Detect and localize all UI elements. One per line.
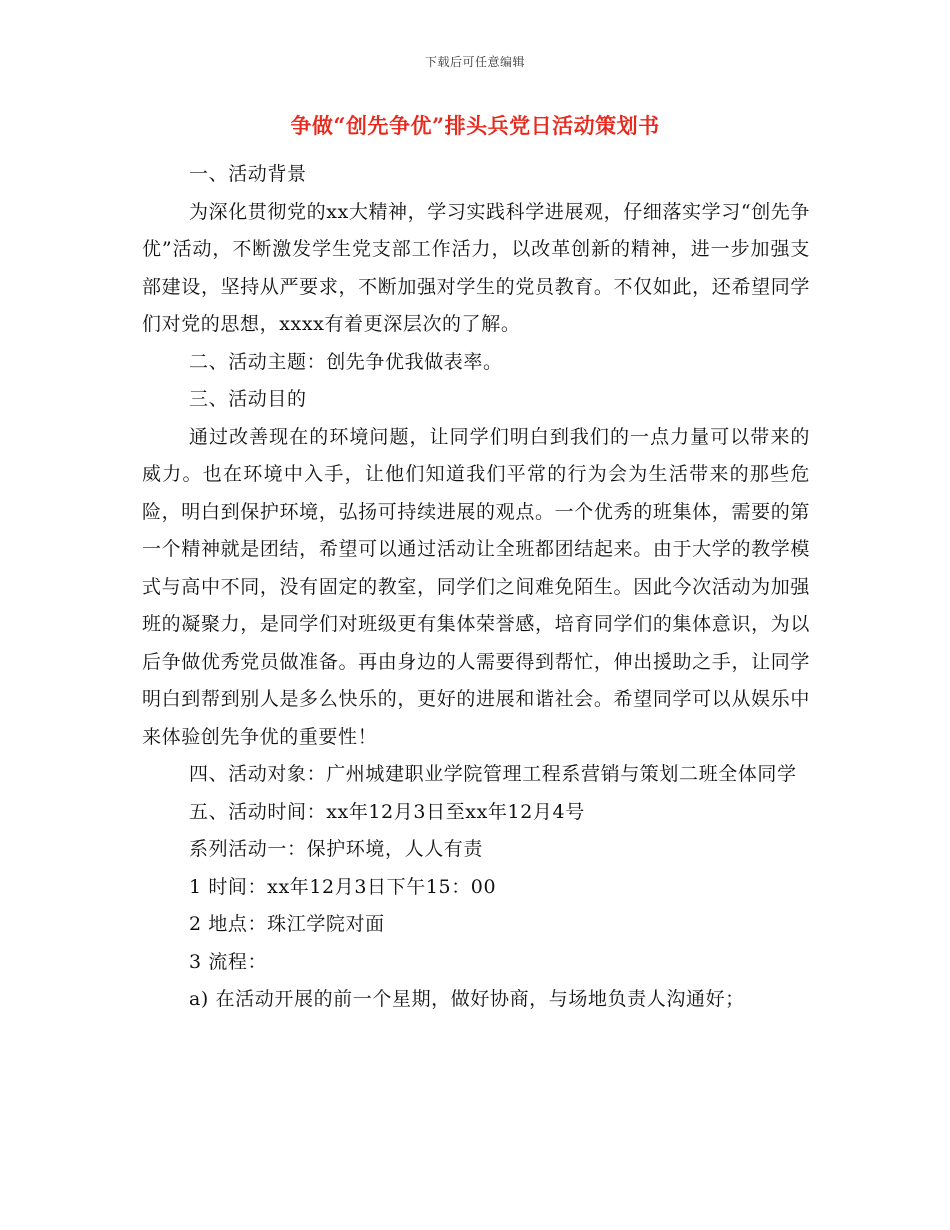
activity-process-heading: 3 流程： [189,950,268,973]
paragraph-background: 为深化贯彻党的xx大精神，学习实践科学进展观，仔细落实学习“创先争优”活动，不断激发学生党支部工作活力，以改革创新的精神，进一步加强支部建设，坚持从严要求，不断加强对学生的党员教育。不仅如此，还希望同学们对党的思想，xxxx有着更深层次的了解。 [142,200,810,335]
section-heading-audience: 四、活动对象：广州城建职业学院管理工程系营销与策划二班全体同学 [189,763,797,785]
series-activity-one-title: 系列活动一：保护环境，人人有责 [189,838,484,860]
section-heading-background: 一、活动背景 [189,163,307,185]
section-heading-purpose: 三、活动目的 [189,388,307,410]
section-heading-theme: 二、活动主题：创先争优我做表率。 [189,350,503,373]
activity-time: 1 时间：xx年12月3日下午15：00 [189,875,497,898]
paragraph-purpose: 通过改善现在的环境问题，让同学们明白到我们的一点力量可以带来的威力。也在环境中入手，让他们知道我们平常的行为会为生活带来的那些危险，明白到保护环境，弘扬可持续进展的观点。一个优秀的班集体，需要的第一个精神就是团结，希望可以通过活动让全班都团结起来。由于大学的教学模式与高中不同，没有固定的教室，同学们之间难免陌生。因此今次活动为加强班的凝聚力，是同学们对班级更有集体荣誉感，培育同学们的集体意识，为以后争做优秀党员做准备。再由身边的人需要得到帮忙，伸出援助之手，让同学明白到帮到别人是多么快乐的，更好的进展和谐社会。希望同学可以从娱乐中来体验创先争优的重要性！ [142,425,810,748]
process-step-a: a) 在活动开展的前一个星期，做好协商，与场地负责人沟通好； [189,988,745,1010]
page-header-note: 下载后可任意编辑 [424,55,525,69]
activity-location: 2 地点：珠江学院对面 [189,913,385,935]
document-body [142,156,810,1019]
section-heading-time: 五、活动时间：xx年12月3日至xx年12月4号 [189,800,585,823]
document-title: 争做“创先争优”排头兵党日活动策划书 [290,113,660,138]
